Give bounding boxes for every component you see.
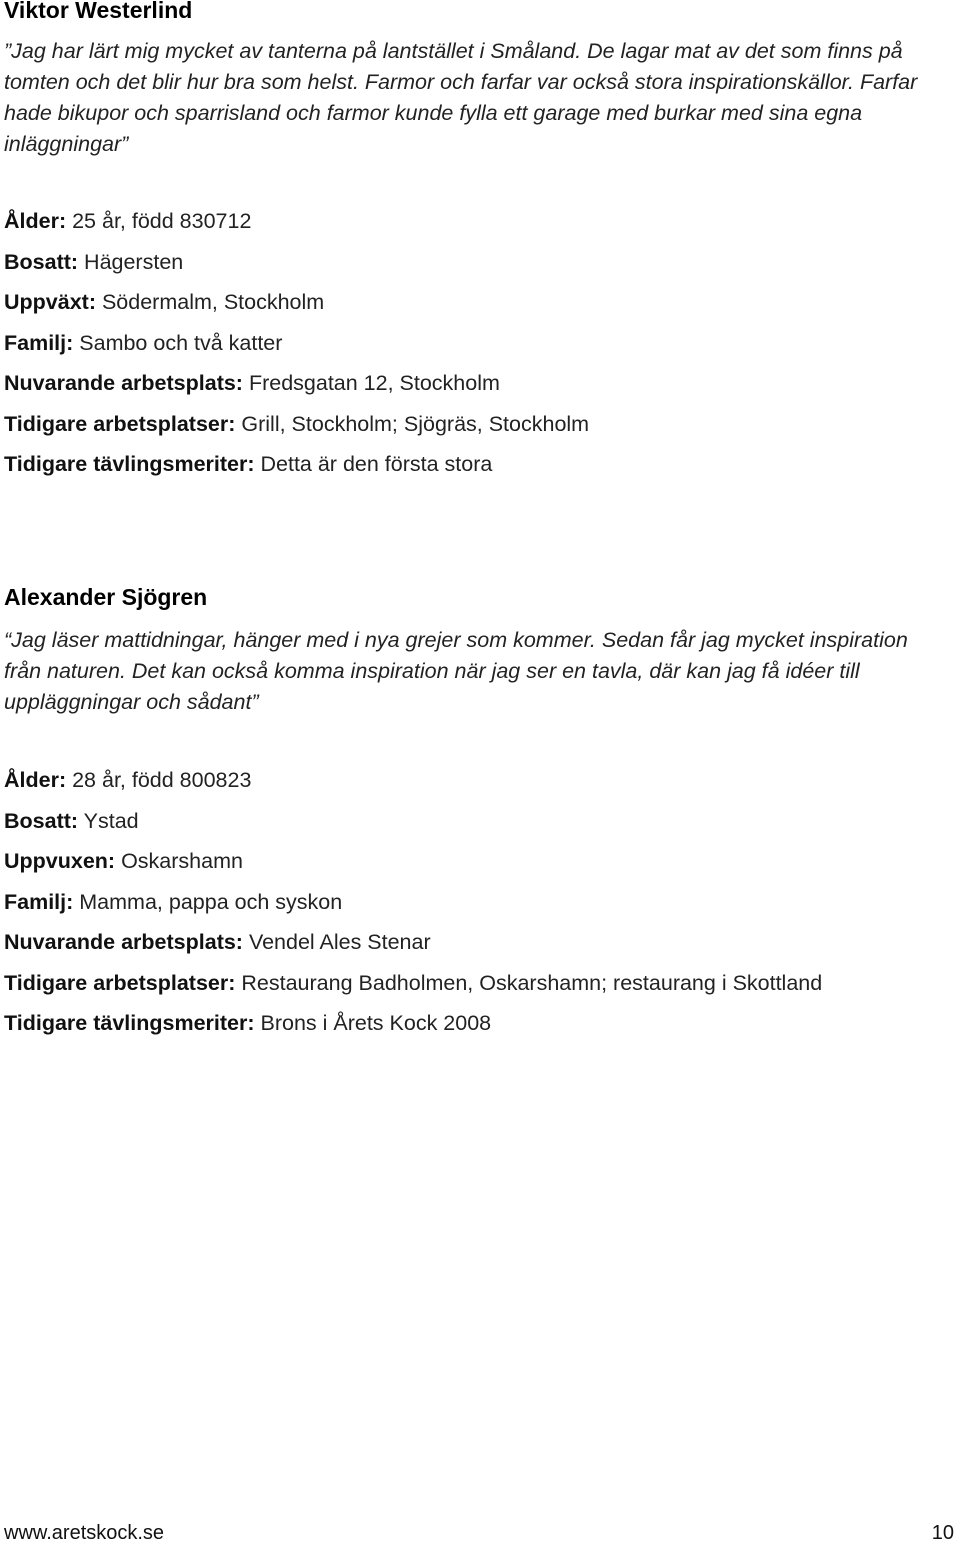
profile-quote: “Jag läser mattidningar, hänger med i nya grejer som kommer. Sedan får jag mycket inspiration från naturen. Det kan också komma inspiration när jag ser en tavla, där kan jag få idéer till uppläggningar och sådant” [4,628,908,714]
fact-previous-workplaces: Tidigare arbetsplatser: Restaurang Badholmen, Oskarshamn; restaurang i Skottland [4,970,823,995]
profile-name: Alexander Sjögren [4,584,208,610]
fact-current-workplace: Nuvarande arbetsplats: Fredsgatan 12, Stockholm [4,371,500,395]
fact-age: Ålder: 25 år, född 830712 [4,209,252,233]
profile-name: Viktor Westerlind [4,0,193,23]
fact-family: Familj: Mamma, pappa och syskon [4,889,343,914]
fact-competition-merits: Tidigare tävlingsmeriter: Detta är den första stora [4,452,493,476]
page-number: 10 [931,1522,954,1544]
footer-website-link[interactable]: www.aretskock.se [4,1522,165,1544]
fact-family: Familj: Sambo och två katter [4,330,283,355]
fact-previous-workplaces: Tidigare arbetsplatser: Grill, Stockholm; Sjögräs, Stockholm [4,411,590,436]
fact-upbringing: Uppvuxen: Oskarshamn [4,849,243,873]
fact-age: Ålder: 28 år, född 800823 [4,768,252,792]
fact-residence: Bosatt: Ystad [4,808,139,833]
profile-facts [4,206,589,479]
fact-residence: Bosatt: Hägersten [4,249,184,274]
fact-upbringing: Uppväxt: Södermalm, Stockholm [4,290,325,314]
fact-competition-merits: Tidigare tävlingsmeriter: Brons i Årets Kock 2008 [4,1011,492,1035]
page-footer [4,1522,954,1545]
fact-current-workplace: Nuvarande arbetsplats: Vendel Ales Stenar [4,930,431,954]
profile-facts [4,765,824,1038]
profile-quote: ”Jag har lärt mig mycket av tanterna på lantstället i Småland. De lagar mat av det som finns på tomten och det blir hur bra som helst. Farmor och farfar var också stora inspirationskällor. Farfar hade bikupor och sparrisland och farmor kunde fylla ett garage med burkar med sina egna inläggningar” [4,39,918,156]
